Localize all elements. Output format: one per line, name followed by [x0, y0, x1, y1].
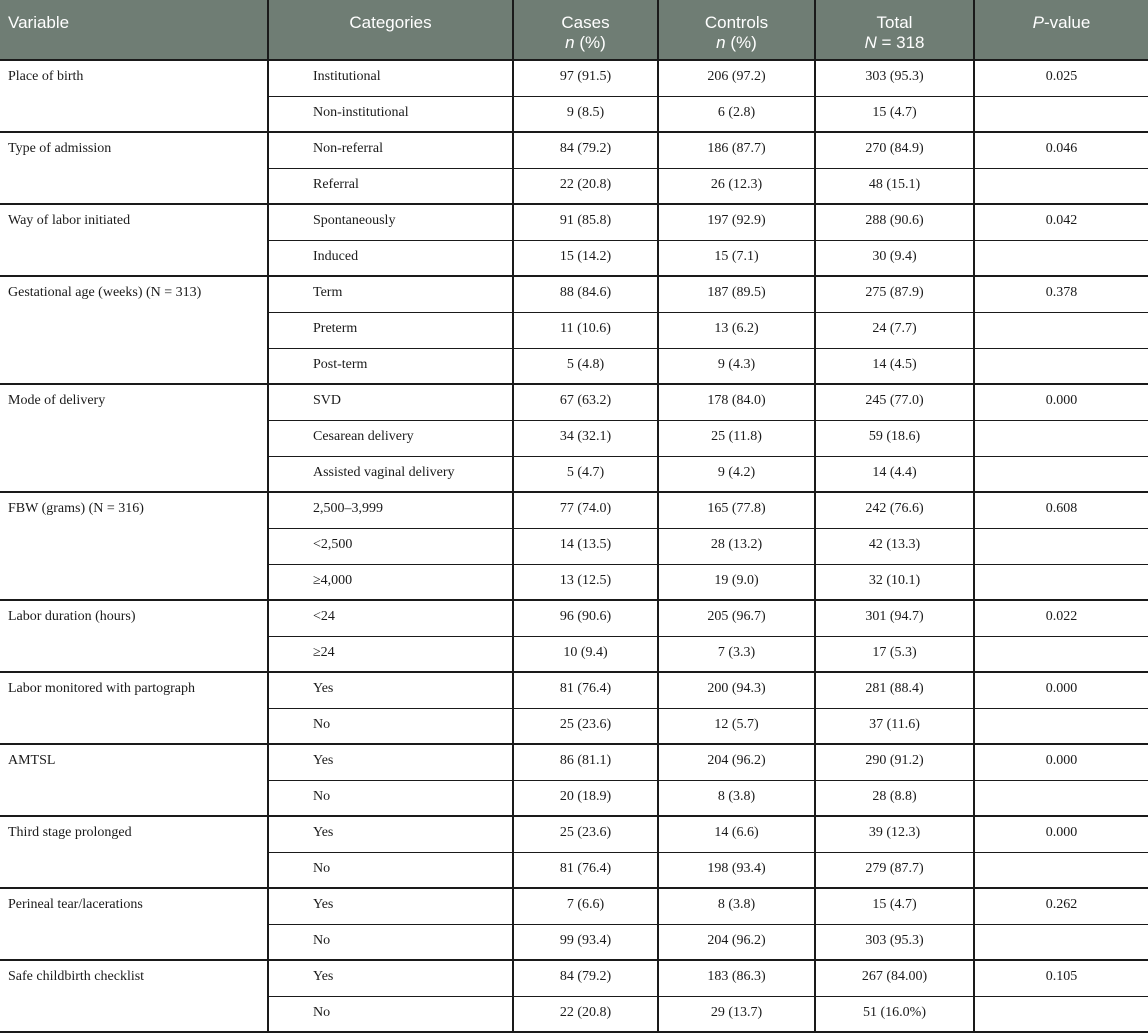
category-cell: <24: [268, 600, 513, 636]
p-value-cell: [974, 456, 1148, 492]
cases-cell: 7 (6.6): [513, 888, 658, 924]
p-value-cell: 0.000: [974, 744, 1148, 780]
variable-cell: Gestational age (weeks) (N = 313): [0, 276, 268, 384]
p-value-cell: 0.000: [974, 672, 1148, 708]
table-row: [0, 888, 1148, 924]
variable-cell: AMTSL: [0, 744, 268, 816]
cases-cell: 22 (20.8): [513, 996, 658, 1032]
cases-cell: 11 (10.6): [513, 312, 658, 348]
total-cell: 32 (10.1): [815, 564, 974, 600]
table-row: [0, 672, 1148, 708]
category-cell: 2,500–3,999: [268, 492, 513, 528]
p-value-cell: 0.000: [974, 816, 1148, 852]
header-p-value: P-value: [974, 0, 1148, 60]
cases-cell: 67 (63.2): [513, 384, 658, 420]
total-cell: 51 (16.0%): [815, 996, 974, 1032]
total-cell: 270 (84.9): [815, 132, 974, 168]
p-value-cell: [974, 528, 1148, 564]
controls-cell: 6 (2.8): [658, 96, 815, 132]
controls-cell: 9 (4.2): [658, 456, 815, 492]
table-row: [0, 276, 1148, 312]
category-cell: Spontaneously: [268, 204, 513, 240]
total-cell: 14 (4.4): [815, 456, 974, 492]
table-row: [0, 492, 1148, 528]
p-value-cell: [974, 852, 1148, 888]
category-cell: No: [268, 780, 513, 816]
p-value-cell: [974, 564, 1148, 600]
p-value-cell: 0.262: [974, 888, 1148, 924]
controls-cell: 7 (3.3): [658, 636, 815, 672]
p-value-cell: [974, 348, 1148, 384]
category-cell: Preterm: [268, 312, 513, 348]
category-cell: Yes: [268, 672, 513, 708]
cases-cell: 84 (79.2): [513, 132, 658, 168]
cases-cell: 13 (12.5): [513, 564, 658, 600]
controls-cell: 198 (93.4): [658, 852, 815, 888]
total-cell: 24 (7.7): [815, 312, 974, 348]
category-cell: Post-term: [268, 348, 513, 384]
header-variable: Variable: [0, 0, 268, 60]
table-row: [0, 600, 1148, 636]
controls-cell: 9 (4.3): [658, 348, 815, 384]
cases-cell: 20 (18.9): [513, 780, 658, 816]
cases-cell: 91 (85.8): [513, 204, 658, 240]
table-header: [0, 0, 1148, 60]
variable-cell: Third stage prolonged: [0, 816, 268, 888]
total-cell: 275 (87.9): [815, 276, 974, 312]
variable-cell: Safe childbirth checklist: [0, 960, 268, 1032]
controls-cell: 197 (92.9): [658, 204, 815, 240]
category-cell: Cesarean delivery: [268, 420, 513, 456]
p-value-cell: [974, 996, 1148, 1032]
cases-cell: 81 (76.4): [513, 672, 658, 708]
total-cell: 267 (84.00): [815, 960, 974, 996]
category-cell: No: [268, 708, 513, 744]
controls-cell: 8 (3.8): [658, 888, 815, 924]
total-cell: 28 (8.8): [815, 780, 974, 816]
category-cell: Yes: [268, 888, 513, 924]
variable-cell: Place of birth: [0, 60, 268, 132]
controls-cell: 12 (5.7): [658, 708, 815, 744]
controls-cell: 178 (84.0): [658, 384, 815, 420]
total-cell: 242 (76.6): [815, 492, 974, 528]
controls-cell: 19 (9.0): [658, 564, 815, 600]
total-cell: 59 (18.6): [815, 420, 974, 456]
category-cell: No: [268, 852, 513, 888]
p-value-cell: [974, 708, 1148, 744]
p-value-cell: [974, 312, 1148, 348]
p-value-cell: 0.378: [974, 276, 1148, 312]
controls-cell: 29 (13.7): [658, 996, 815, 1032]
cases-cell: 77 (74.0): [513, 492, 658, 528]
cases-cell: 25 (23.6): [513, 816, 658, 852]
total-cell: 17 (5.3): [815, 636, 974, 672]
total-cell: 303 (95.3): [815, 60, 974, 96]
category-cell: ≥24: [268, 636, 513, 672]
cases-cell: 88 (84.6): [513, 276, 658, 312]
controls-cell: 14 (6.6): [658, 816, 815, 852]
cases-cell: 14 (13.5): [513, 528, 658, 564]
table-row: [0, 204, 1148, 240]
table-row: [0, 384, 1148, 420]
category-cell: Non-institutional: [268, 96, 513, 132]
table-row: [0, 960, 1148, 996]
controls-cell: 13 (6.2): [658, 312, 815, 348]
category-cell: ≥4,000: [268, 564, 513, 600]
header-total: Total N = 318: [815, 0, 974, 60]
category-cell: SVD: [268, 384, 513, 420]
cases-cell: 9 (8.5): [513, 96, 658, 132]
controls-cell: 28 (13.2): [658, 528, 815, 564]
cases-cell: 99 (93.4): [513, 924, 658, 960]
p-value-cell: [974, 780, 1148, 816]
table-row: [0, 132, 1148, 168]
table-row: [0, 60, 1148, 96]
cases-cell: 97 (91.5): [513, 60, 658, 96]
total-cell: 48 (15.1): [815, 168, 974, 204]
total-cell: 39 (12.3): [815, 816, 974, 852]
controls-cell: 205 (96.7): [658, 600, 815, 636]
category-cell: Yes: [268, 744, 513, 780]
cases-cell: 84 (79.2): [513, 960, 658, 996]
p-value-cell: 0.608: [974, 492, 1148, 528]
header-controls: Controls n (%): [658, 0, 815, 60]
category-cell: No: [268, 996, 513, 1032]
cases-cell: 22 (20.8): [513, 168, 658, 204]
total-cell: 303 (95.3): [815, 924, 974, 960]
controls-cell: 187 (89.5): [658, 276, 815, 312]
controls-cell: 200 (94.3): [658, 672, 815, 708]
total-cell: 301 (94.7): [815, 600, 974, 636]
table-row: [0, 816, 1148, 852]
variable-cell: FBW (grams) (N = 316): [0, 492, 268, 600]
p-value-cell: 0.105: [974, 960, 1148, 996]
p-value-cell: [974, 636, 1148, 672]
variable-cell: Perineal tear/lacerations: [0, 888, 268, 960]
p-value-cell: 0.046: [974, 132, 1148, 168]
variable-cell: Type of admission: [0, 132, 268, 204]
controls-cell: 26 (12.3): [658, 168, 815, 204]
header-cases: Cases n (%): [513, 0, 658, 60]
controls-cell: 186 (87.7): [658, 132, 815, 168]
category-cell: Institutional: [268, 60, 513, 96]
variable-cell: Labor monitored with partograph: [0, 672, 268, 744]
controls-cell: 15 (7.1): [658, 240, 815, 276]
p-value-cell: 0.022: [974, 600, 1148, 636]
total-cell: 245 (77.0): [815, 384, 974, 420]
controls-cell: 25 (11.8): [658, 420, 815, 456]
controls-cell: 183 (86.3): [658, 960, 815, 996]
controls-cell: 206 (97.2): [658, 60, 815, 96]
category-cell: <2,500: [268, 528, 513, 564]
table-body: [0, 60, 1148, 1032]
cases-cell: 15 (14.2): [513, 240, 658, 276]
total-cell: 30 (9.4): [815, 240, 974, 276]
cases-cell: 86 (81.1): [513, 744, 658, 780]
variable-cell: Way of labor initiated: [0, 204, 268, 276]
category-cell: Non-referral: [268, 132, 513, 168]
category-cell: Yes: [268, 960, 513, 996]
category-cell: Induced: [268, 240, 513, 276]
p-value-cell: 0.025: [974, 60, 1148, 96]
total-cell: 15 (4.7): [815, 888, 974, 924]
total-cell: 288 (90.6): [815, 204, 974, 240]
cases-cell: 34 (32.1): [513, 420, 658, 456]
controls-cell: 165 (77.8): [658, 492, 815, 528]
controls-cell: 8 (3.8): [658, 780, 815, 816]
category-cell: Assisted vaginal delivery: [268, 456, 513, 492]
category-cell: Yes: [268, 816, 513, 852]
controls-cell: 204 (96.2): [658, 744, 815, 780]
p-value-cell: [974, 96, 1148, 132]
p-value-cell: 0.000: [974, 384, 1148, 420]
header-categories: Categories: [268, 0, 513, 60]
cases-cell: 10 (9.4): [513, 636, 658, 672]
total-cell: 37 (11.6): [815, 708, 974, 744]
total-cell: 14 (4.5): [815, 348, 974, 384]
category-cell: Referral: [268, 168, 513, 204]
table-row: [0, 744, 1148, 780]
total-cell: 279 (87.7): [815, 852, 974, 888]
cases-cell: 96 (90.6): [513, 600, 658, 636]
cases-cell: 5 (4.8): [513, 348, 658, 384]
variable-cell: Labor duration (hours): [0, 600, 268, 672]
controls-cell: 204 (96.2): [658, 924, 815, 960]
p-value-cell: [974, 420, 1148, 456]
cases-cell: 25 (23.6): [513, 708, 658, 744]
p-value-cell: 0.042: [974, 204, 1148, 240]
p-value-cell: [974, 240, 1148, 276]
cases-cell: 81 (76.4): [513, 852, 658, 888]
total-cell: 15 (4.7): [815, 96, 974, 132]
total-cell: 290 (91.2): [815, 744, 974, 780]
p-value-cell: [974, 168, 1148, 204]
cases-cell: 5 (4.7): [513, 456, 658, 492]
category-cell: Term: [268, 276, 513, 312]
total-cell: 281 (88.4): [815, 672, 974, 708]
category-cell: No: [268, 924, 513, 960]
p-value-cell: [974, 924, 1148, 960]
total-cell: 42 (13.3): [815, 528, 974, 564]
variable-cell: Mode of delivery: [0, 384, 268, 492]
